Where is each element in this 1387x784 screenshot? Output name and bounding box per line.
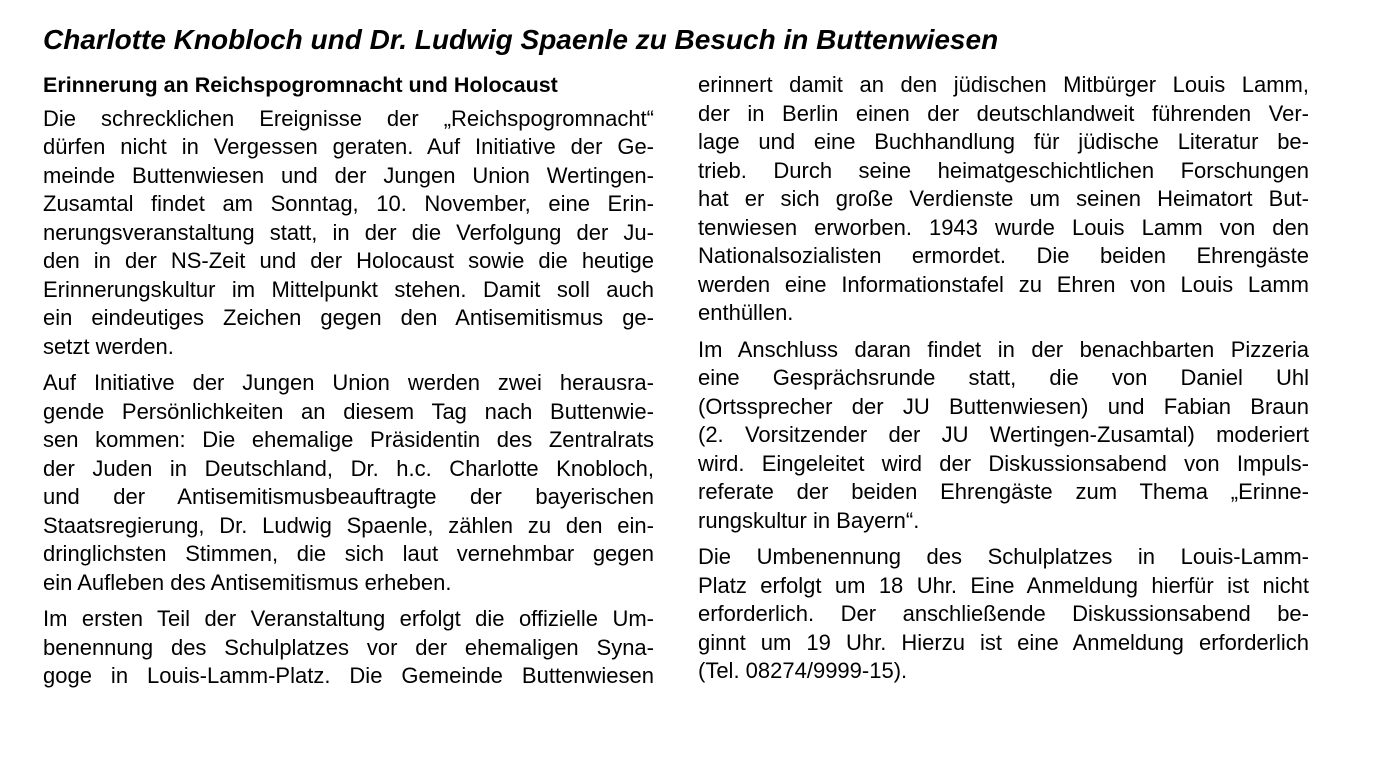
text-line: goge in Louis-Lamm-Platz. Die Gemeinde Buttenwiesen — [43, 663, 654, 688]
text-line: setzt werden. — [43, 333, 174, 359]
text-line: dürfen nicht in Vergessen geraten. Auf Initiative der Ge- — [43, 134, 654, 159]
article-title: Charlotte Knobloch und Dr. Ludwig Spaenle zu Besuch in Buttenwiesen — [43, 24, 999, 55]
paragraph — [698, 336, 1309, 536]
text-line: erforderlich. Der anschließende Diskussionsabend be- — [698, 601, 1309, 626]
text-line: den in der NS-Zeit und der Holocaust sowie die heutige — [43, 248, 654, 273]
text-line: (Ortssprecher der JU Buttenwiesen) und Fabian Braun — [698, 393, 1309, 419]
text-line: Nationalsozialisten ermordet. Die beiden Ehrengäste — [698, 243, 1309, 268]
text-line: Platz erfolgt um 18 Uhr. Eine Anmeldung hierfür ist nicht — [698, 572, 1309, 598]
text-line: Im ersten Teil der Veranstaltung erfolgt die offizielle Um- — [43, 606, 654, 631]
text-line: tenwiesen erworben. 1943 wurde Louis Lamm von den — [698, 214, 1309, 240]
right-column — [698, 71, 1309, 694]
paragraph — [43, 605, 654, 691]
text-line: Im Anschluss daran findet in der benachbarten Pizzeria — [698, 336, 1309, 362]
text-line: lage und eine Buchhandlung für jüdische Literatur be- — [698, 129, 1309, 154]
text-line: dringlichsten Stimmen, die sich laut vernehmbar gegen — [43, 541, 654, 566]
text-line: der in Berlin einen der deutschlandweit führenden Ver- — [698, 100, 1309, 126]
text-line: referate der beiden Ehrengäste zum Thema „Erinne- — [698, 479, 1309, 504]
text-line: ein eindeutiges Zeichen gegen den Antisemitismus ge- — [43, 305, 654, 330]
text-line: trieb. Durch seine heimatgeschichtlichen Forschungen — [698, 157, 1309, 183]
text-line: (2. Vorsitzender der JU Wertingen-Zusamtal) moderiert — [698, 422, 1309, 447]
text-line: meinde Buttenwiesen und der Jungen Union Wertingen- — [43, 162, 654, 188]
text-line: und der Antisemitismusbeauftragte der bayerischen — [43, 484, 654, 509]
text-line: enthüllen. — [698, 300, 794, 325]
text-line: Erinnerungskultur im Mittelpunkt stehen. Damit soll auch — [43, 276, 654, 302]
text-line: rungskultur in Bayern“. — [698, 507, 920, 533]
text-line: (Tel. 08274/9999-15). — [698, 658, 908, 683]
text-line: ginnt um 19 Uhr. Hierzu ist eine Anmeldung erforderlich — [698, 629, 1309, 655]
left-column — [43, 71, 654, 699]
text-line: Zusamtal findet am Sonntag, 10. November, eine Erin- — [43, 191, 654, 216]
text-line: werden eine Informationstafel zu Ehren von Louis Lamm — [698, 271, 1309, 297]
text-line: Die schrecklichen Ereignisse der „Reichspogromnacht“ — [43, 105, 654, 131]
text-line: wird. Eingeleitet wird der Diskussionsabend von Impuls- — [698, 450, 1309, 476]
text-line: gende Persönlichkeiten an diesem Tag nach Buttenwie- — [43, 398, 654, 424]
text-line: hat er sich große Verdienste um seinen Heimatort But- — [698, 186, 1309, 211]
article-subheading: Erinnerung an Reichspogromnacht und Holocaust — [43, 73, 558, 97]
text-line: Auf Initiative der Jungen Union werden zwei herausra- — [43, 370, 654, 395]
paragraph — [43, 105, 654, 362]
text-line: Die Umbenennung des Schulplatzes in Louis-Lamm- — [698, 544, 1309, 569]
text-line: sen kommen: Die ehemalige Präsidentin des Zentralrats — [43, 427, 654, 452]
text-line: erinnert damit an den jüdischen Mitbürger Louis Lamm, — [698, 72, 1309, 97]
paragraph — [43, 369, 654, 597]
text-line: der Juden in Deutschland, Dr. h.c. Charlotte Knobloch, — [43, 455, 654, 481]
text-line: nerungsveranstaltung statt, in der die Verfolgung der Ju- — [43, 219, 654, 245]
text-line: benennung des Schulplatzes vor der ehemaligen Syna- — [43, 634, 654, 660]
paragraph — [698, 543, 1309, 686]
paragraph — [698, 71, 1309, 328]
text-line: ein Aufleben des Antisemitismus erheben. — [43, 569, 452, 595]
text-line: eine Gesprächsrunde statt, die von Daniel Uhl — [698, 365, 1309, 390]
text-line: Staatsregierung, Dr. Ludwig Spaenle, zählen zu den ein- — [43, 512, 654, 538]
